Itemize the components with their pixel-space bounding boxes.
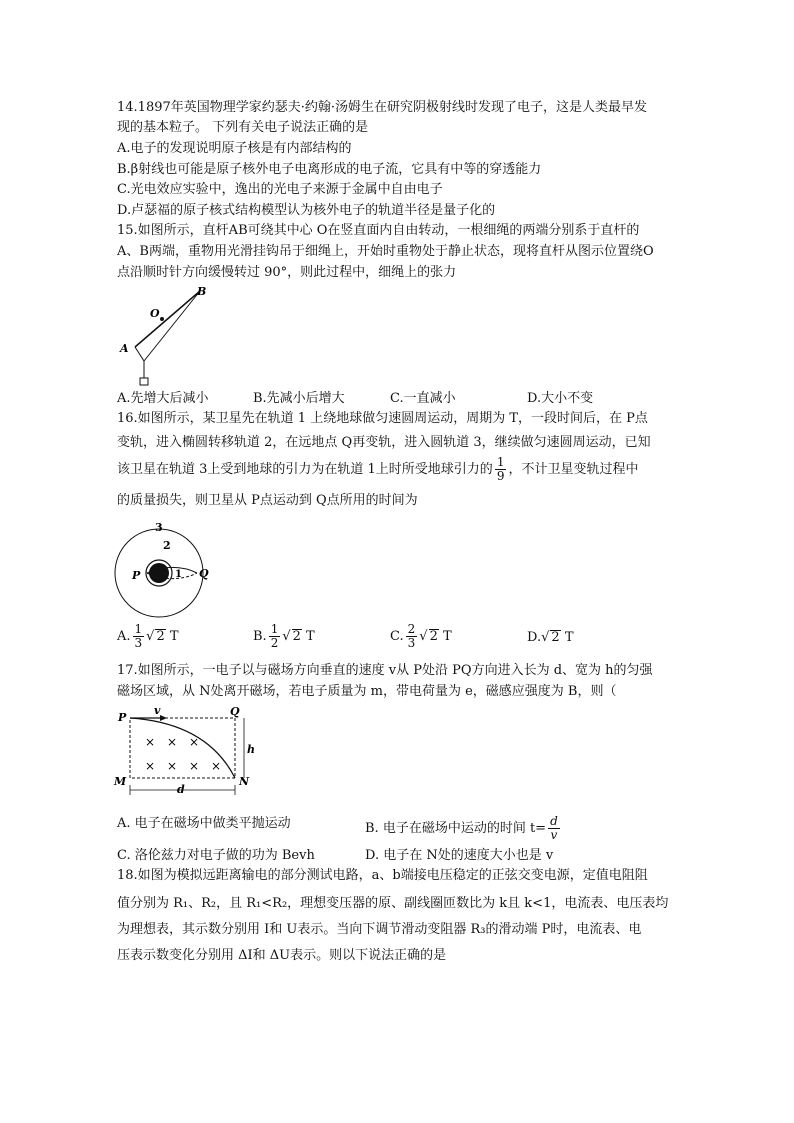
q16-label-q: Q <box>199 567 209 580</box>
q16-label-p: P <box>132 569 141 582</box>
q16-label-orbit1: 1 <box>175 569 182 580</box>
q18-stem-line1: 18.如图为模拟远距离输电的部分测试电路，a、b端接电压稳定的正弦交变电源，定值电阻阻 <box>117 868 648 883</box>
q17-cross: × <box>145 735 156 749</box>
q16-stem-line4: 的质量损失，则卫星从 P点运动到 Q点所用的时间为 <box>117 493 418 508</box>
q17-cross: × <box>145 759 156 773</box>
q14-option-d: D.卢瑟福的原子核式结构模型认为核外电子的轨道半径是量子化的 <box>117 203 496 218</box>
q18-stem-line3: 为理想表，其示数分别用 I和 U表示。当向下调节滑动变阻器 R₃的滑动端 P时，电流表、电 <box>117 922 642 937</box>
q15-option-d: D.大小不变 <box>527 391 594 406</box>
q17-option-c: C. 洛伦兹力对电子做的功为 Bevh <box>117 848 315 863</box>
q17-cross: × <box>189 759 200 773</box>
q16-stem-line1: 16.如图所示，某卫星先在轨道 1 上绕地球做匀速圆周运动，周期为 T，一段时间后，在 P点 <box>117 411 648 426</box>
q16-label-orbit3: 3 <box>155 521 163 534</box>
q16-line3-tail: ，不计卫星变轨过程中 <box>508 462 639 477</box>
q14-stem-line2: 现的基本粒子。 下列有关电子说法正确的是 <box>117 120 369 135</box>
q16-orbit-diagram <box>112 515 222 625</box>
q14-option-a: A.电子的发现说明原子核是有内部结构的 <box>117 141 352 156</box>
q15-option-a: A.先增大后减小 <box>117 391 209 406</box>
q17-label-v: v <box>154 705 161 717</box>
q15-option-c: C.一直减小 <box>390 391 456 406</box>
q17-label-q: Q <box>230 705 240 718</box>
q18-stem-line2: 值分别为 R₁、R₂，且 R₁<R₂，理想变压器的原、副线圈匝数比为 k且 k<1，电流表、电压表均 <box>117 896 669 911</box>
q17-cross: × <box>167 735 178 749</box>
q15-label-o: O <box>150 307 160 320</box>
q15-stem-line1: 15.如图所示，直杆AB可绕其中心 O在竖直面内自由转动，一根细绳的两端分别系于直杆的 <box>117 223 640 238</box>
q16-label-orbit2: 2 <box>163 539 171 552</box>
q16-option-c: C. $\frac{2}{3}$ √ 2 T <box>390 622 452 650</box>
q17-label-h: h <box>247 743 255 756</box>
q16-fraction: $\frac{1}{9}$ <box>496 455 505 483</box>
q17-magnetic-field-diagram <box>112 705 262 800</box>
q18-stem-line4: 压表示数变化分别用 ΔI和 ΔU表示。则以下说法正确的是 <box>117 948 447 963</box>
q16-line3-text: 该卫星在轨道 3上受到地球的引力为在轨道 1上时所受地球引力的 <box>117 462 493 477</box>
q15-stem-line3: 点沿顺时针方向缓慢转过 90°，则此过程中，细绳上的张力 <box>117 265 457 280</box>
q17-cross: × <box>189 735 200 749</box>
q15-rod-diagram <box>112 282 222 390</box>
q15-label-a: A <box>120 342 129 355</box>
q15-option-b: B.先减小后增大 <box>253 391 345 406</box>
q16-stem-line3 <box>117 456 638 483</box>
q17-stem-line2: 磁场区域，从 N处离开磁场，若电子质量为 m，带电荷量为 e，磁感应强度为 B，则（ <box>117 684 617 699</box>
q17-option-a: A. 电子在磁场中做类平抛运动 <box>117 816 291 831</box>
q14-option-c: C.光电效应实验中，逸出的光电子来源于金属中自由电子 <box>117 182 443 197</box>
q17-label-n: N <box>239 775 250 788</box>
q17-option-d: D. 电子在 N处的速度大小也是 v <box>365 848 554 863</box>
q16-option-a: A. $\frac{1}{3}$ √ 2 T <box>117 622 179 650</box>
q17-cross: × <box>211 759 222 773</box>
q16-stem-line2: 变轨，进入椭圆转移轨道 2，在远地点 Q再变轨，进入圆轨道 3，继续做匀速圆周运动，已知 <box>117 435 651 450</box>
q17-stem-line1: 17.如图所示，一电子以与磁场方向垂直的速度 v从 P处沿 PQ方向进入长为 d、宽为 h的匀强 <box>117 663 653 678</box>
q16-option-d: D.√ 2 T <box>527 630 574 645</box>
q17-label-d: d <box>177 783 185 796</box>
q15-stem-line2: A、B两端，重物用光滑挂钩吊于细绳上，开始时重物处于静止状态，现将直杆从图示位置绕O <box>117 244 654 259</box>
q15-label-b: B <box>197 285 207 298</box>
q16-option-b: B. $\frac{1}{2}$ √ 2 T <box>253 622 315 650</box>
q17-label-m: M <box>114 775 127 788</box>
q14-stem-line1: 14.1897年英国物理学家约瑟夫·约翰·汤姆生在研究阴极射线时发现了电子，这是人类最早发 <box>117 100 648 115</box>
q17-label-p: P <box>118 711 127 724</box>
q17-option-b: B. 电子在磁场中运动的时间 t= $\frac{d}{v}$ <box>365 814 558 842</box>
q14-option-b: B.β射线也可能是原子核外电子电离形成的电子流，它具有中等的穿透能力 <box>117 162 542 177</box>
q17-cross: × <box>167 759 178 773</box>
